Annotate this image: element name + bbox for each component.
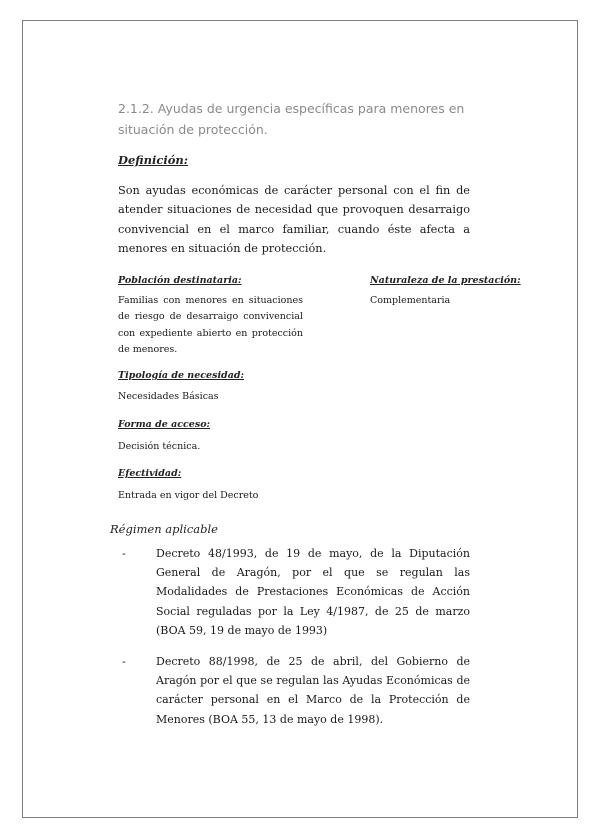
section-heading: 2.1.2. Ayudas de urgencia específicas para menores en situación de protección. xyxy=(118,101,465,137)
regimen-item-text: Decreto 48/1993, de 19 de mayo, de la Diputación General de Aragón, por el que se regulan las Modalidades de Prestaciones Económicas de Acción Social reguladas por la Ley 4/1987, de 25 de marzo (BOA 59, 19 de mayo de 1993) xyxy=(156,547,470,637)
poblacion-label: Población destinataria: xyxy=(118,275,242,286)
regimen-item-text: Decreto 88/1998, de 25 de abril, del Gobierno de Aragón por el que se regulan las Ayudas Económicas de carácter personal en el Marco de la Protección de Menores (BOA 55, 13 de mayo de 1998). xyxy=(156,655,470,726)
naturaleza-text: Complementaria xyxy=(370,295,451,306)
poblacion-block xyxy=(118,275,242,286)
forma-acceso-text: Decisión técnica. xyxy=(118,441,201,452)
regimen-item xyxy=(122,544,470,640)
regimen-item xyxy=(122,652,470,729)
efectividad-text: Entrada en vigor del Decreto xyxy=(118,490,259,501)
poblacion-text: Familias con menores en situaciones de riesgo de desarraigo convivencial con expediente abierto en protección de menores. xyxy=(118,295,303,356)
forma-acceso-label: Forma de acceso: xyxy=(118,419,211,430)
forma-acceso-block xyxy=(118,419,210,430)
naturaleza-label: Naturaleza de la prestación: xyxy=(370,275,521,286)
efectividad-label: Efectividad: xyxy=(118,468,182,479)
regimen-list xyxy=(122,544,470,741)
bullet-dash: - xyxy=(122,655,126,669)
efectividad-block xyxy=(118,468,181,479)
definicion-text: Son ayudas económicas de carácter personal con el fin de atender situaciones de necesidad que provoquen desarraigo convivencial en el marco familiar, cuando éste afecta a menores en situación de protección. xyxy=(118,184,470,256)
regimen-label: Régimen aplicable xyxy=(110,522,218,536)
bullet-dash: - xyxy=(122,547,126,560)
naturaleza-block xyxy=(370,275,521,286)
definicion-label: Definición: xyxy=(118,153,189,167)
tipologia-text: Necesidades Básicas xyxy=(118,391,219,402)
tipologia-block xyxy=(118,370,244,381)
tipologia-label: Tipología de necesidad: xyxy=(118,370,244,381)
